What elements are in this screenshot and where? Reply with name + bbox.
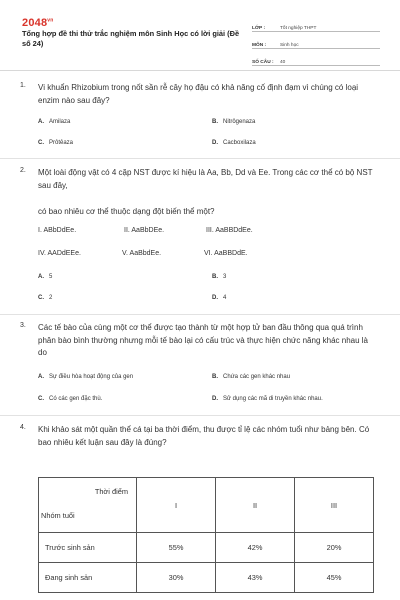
question-number: 2. [20, 167, 26, 174]
question-subtext: có bao nhiêu cơ thể thuộc dạng đột biến thể một? [38, 207, 215, 216]
option-d[interactable]: D. 4 [212, 295, 227, 301]
question-number: 3. [20, 322, 26, 329]
meta-class: LỚP : Tốt nghiệp THPT [252, 17, 380, 32]
age-group-table [38, 477, 374, 593]
statement: III. AaBBDdEe. [206, 227, 253, 234]
option-a[interactable]: A. Sự điều hòa hoạt động của gen [38, 374, 134, 380]
statement: II. AaBbDEe. [124, 227, 165, 234]
option-c[interactable]: C. Có các gen đặc thù. [38, 396, 103, 402]
column-header: I [137, 478, 216, 533]
row-label: Trước sinh sản [39, 533, 137, 563]
question-text: Một loài động vật có 4 cặp NST được kí hiệu là Aa, Bb, Dd và Ee. Trong các cơ thể có bộ NST sau đây, [38, 168, 373, 190]
site-logo[interactable]: $2048^{vn}$ [22, 17, 54, 29]
question-text: Khi khảo sát một quần thể cá tại ba thời điểm, thu được tỉ lệ các nhóm tuổi như bảng bên. Có bao nhiêu kết luận sau đây là đúng? [38, 425, 370, 447]
statement: V. AaBbdEe. [122, 250, 162, 257]
question-text: Vi khuẩn Rhizobium trong nốt sần rễ cây họ đậu có khả năng cố định đạm vì chúng có loại enzim nào sau đây? [38, 83, 359, 105]
table-row [39, 533, 374, 563]
table-corner-cell [39, 478, 137, 533]
document-title: Tổng hợp đề thi thử trắc nghiệm môn Sinh Học có lời giải (Đề số 24) [22, 29, 240, 48]
exam-meta [252, 17, 380, 68]
option-c[interactable]: C. 2 [38, 295, 53, 301]
statement: VI. AaBBDdE. [204, 250, 248, 257]
meta-question-count: SỐ CÂU : 40 [252, 51, 380, 66]
question-text: Các tế bào của cùng một cơ thể được tạo thành từ một hợp tử ban đầu thông qua quá trình phân bào bình thường nhưng mỗi tế bào lại có cấu trúc và thực hiện chức năng khác nhau là do [38, 323, 368, 357]
question-divider [0, 314, 400, 315]
row-label: Đang sinh sản [39, 563, 137, 593]
question-divider [0, 415, 400, 416]
option-b[interactable]: B. Nitrôgenaza [212, 119, 256, 125]
table-cell: 55% [137, 533, 216, 563]
meta-subject: MÔN : Sinh học [252, 34, 380, 49]
table-cell: 20% [295, 533, 374, 563]
option-b[interactable]: B. 3 [212, 274, 227, 280]
option-b[interactable]: B. Chứa các gen khác nhau [212, 374, 291, 380]
option-a[interactable]: A. Amilaza [38, 119, 71, 125]
header-divider [0, 70, 400, 71]
corner-label-time: Thời điểm [94, 487, 128, 496]
table-cell: 42% [216, 533, 295, 563]
option-a[interactable]: A. 5 [38, 274, 53, 280]
question-number: 1. [20, 82, 26, 89]
column-header: III [295, 478, 374, 533]
option-d[interactable]: D. Sử dụng các mã di truyền khác nhau. [212, 396, 323, 402]
table-row [39, 563, 374, 593]
option-d[interactable]: D. Cacboxilaza [212, 140, 256, 146]
column-header: II [216, 478, 295, 533]
question-number: 4. [20, 424, 26, 431]
statement: IV. AADdEEe. [38, 250, 81, 257]
option-c[interactable]: C. Prôtêaza [38, 140, 74, 146]
statement: I. ABbDdEe. [38, 227, 77, 234]
table-cell: 45% [295, 563, 374, 593]
table-header-row [39, 478, 374, 533]
table-cell: 43% [216, 563, 295, 593]
question-divider [0, 158, 400, 159]
corner-label-group: Nhóm tuổi [41, 511, 75, 520]
table-cell: 30% [137, 563, 216, 593]
